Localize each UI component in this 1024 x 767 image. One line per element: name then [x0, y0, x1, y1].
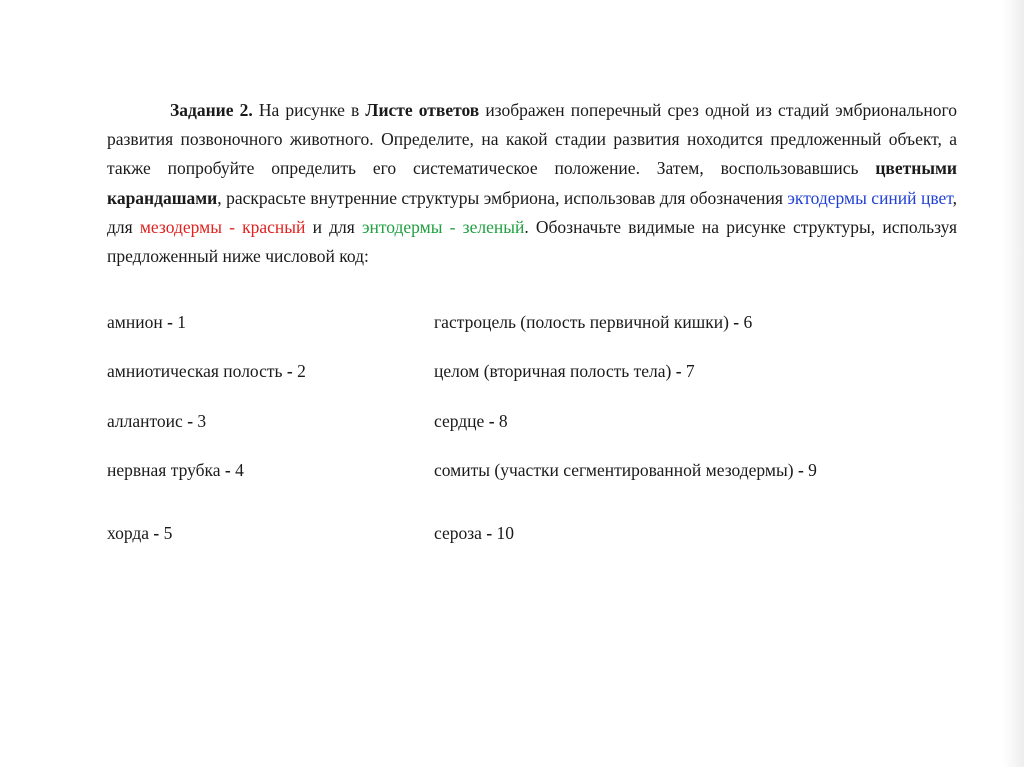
- code-number: 2: [297, 361, 306, 381]
- code-dash: -: [484, 411, 499, 431]
- task-text-6: . Обозначьте видимые на рисунке структуры, используя предложенный ниже числовой код:: [107, 216, 957, 267]
- code-name: амнион: [107, 312, 163, 332]
- code-item-coelom: [434, 361, 695, 382]
- code-name: целом (вторичная полость тела): [434, 361, 672, 381]
- code-name: гастроцель (полость первичной кишки): [434, 312, 729, 332]
- code-dash: -: [220, 460, 236, 480]
- code-dash: -: [671, 361, 686, 381]
- task-text-1: На рисунке в: [252, 100, 366, 120]
- code-dash: -: [728, 312, 744, 332]
- code-dash: -: [282, 361, 298, 381]
- answer-sheet-emphasis: Листе ответов: [365, 100, 480, 120]
- code-number: 10: [496, 523, 515, 543]
- task-paragraph: [107, 96, 957, 271]
- code-name: аллантоис: [107, 411, 183, 431]
- code-name: сероза: [434, 523, 482, 543]
- code-item-amnion: [107, 312, 186, 333]
- code-dash: -: [149, 523, 164, 543]
- code-dash: -: [182, 411, 198, 431]
- code-item-gastrocoel: [434, 312, 752, 333]
- code-item-somites: [434, 460, 817, 481]
- code-name: амниотическая полость: [107, 361, 283, 381]
- mesoderm-color-note: мезодермы - красный: [139, 216, 306, 237]
- code-item-notochord: [107, 523, 172, 544]
- code-item-amniotic-cavity: [107, 361, 306, 382]
- pencils-emphasis: цветными карандашами: [107, 158, 957, 208]
- task-label: Задание 2.: [170, 100, 253, 120]
- code-name: сердце: [434, 411, 485, 431]
- code-number: 9: [808, 460, 817, 480]
- code-dash: -: [162, 312, 178, 332]
- code-name: хорда: [107, 523, 150, 543]
- code-dash: -: [793, 460, 809, 480]
- page-edge-shadow: [1002, 0, 1024, 767]
- code-number: 3: [197, 411, 207, 431]
- code-item-allantois: [107, 411, 206, 432]
- code-number: 6: [743, 312, 753, 332]
- endoderm-color-note: энтодермы - зеленый: [361, 216, 525, 237]
- code-item-serosa: [434, 523, 514, 544]
- task-text-3: , раскрасьте внутренние структуры эмбриона, использовав для обозначения: [217, 187, 788, 208]
- code-number: 7: [685, 361, 695, 381]
- code-item-neural-tube: [107, 460, 244, 481]
- task-text-5: и для: [305, 216, 362, 237]
- code-number: 1: [177, 312, 187, 332]
- code-name: сомиты (участки сегментированной мезодермы): [434, 460, 794, 480]
- code-name: нервная трубка: [107, 460, 221, 480]
- task-text-4: , для: [107, 187, 957, 237]
- code-number: 8: [498, 411, 508, 431]
- code-item-heart: [434, 411, 508, 432]
- code-dash: -: [481, 523, 497, 543]
- code-number: 4: [235, 460, 244, 480]
- code-number: 5: [163, 523, 173, 543]
- ectoderm-color-note: эктодермы синий цвет: [787, 187, 953, 208]
- task-text-2: изображен поперечный срез одной из стадий эмбрионального развития позвоночного животного. Определите, на какой стадии развития ноходится предложенный объект, а также попробуйте определить его систематическое положение. Затем, воспользовавшись: [107, 100, 957, 179]
